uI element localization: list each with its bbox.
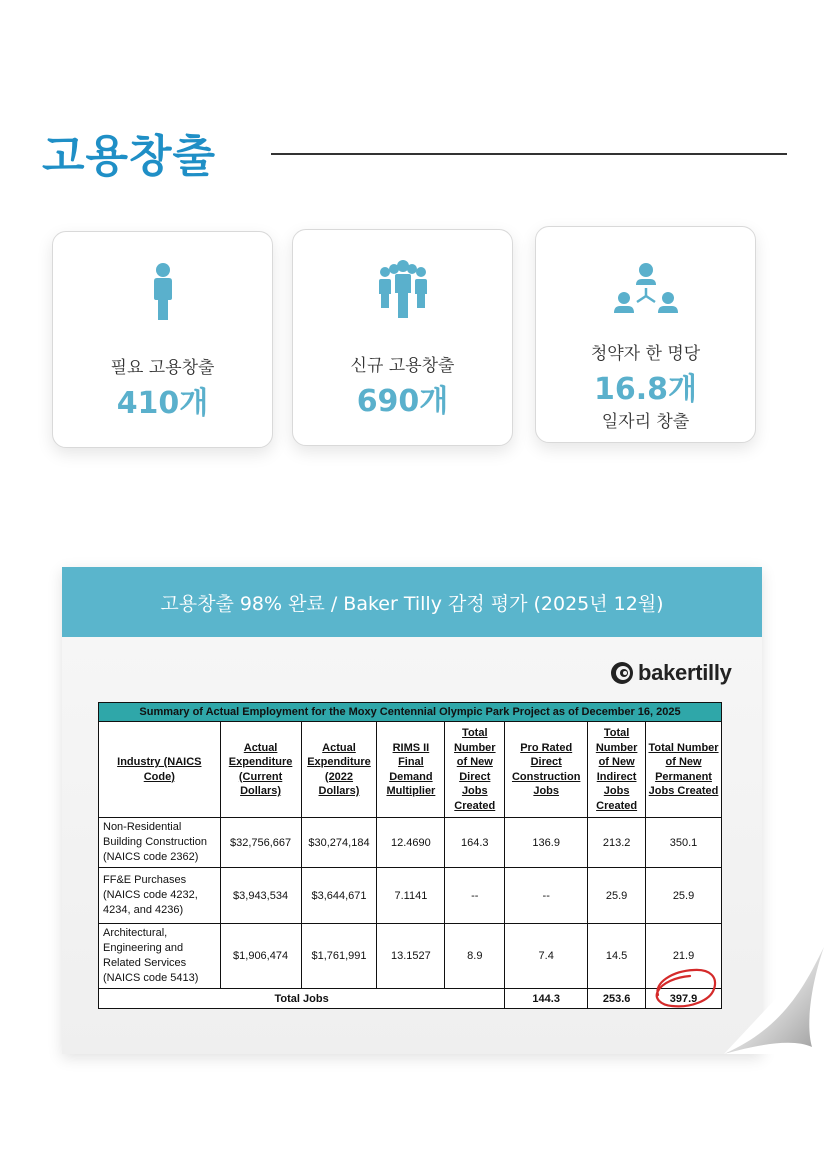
- industry-cell: FF&E Purchases (NAICS code 4232, 4234, and 4236): [99, 868, 221, 924]
- group-icon: [293, 260, 512, 320]
- indirect-jobs-cell: 25.9: [588, 868, 646, 924]
- prorated-jobs-cell: 7.4: [505, 924, 588, 989]
- 2022-dollars-cell: $1,761,991: [301, 924, 377, 989]
- column-header: Pro Rated Direct Construction Jobs: [505, 722, 588, 818]
- industry-cell: Architectural, Engineering and Related Services (NAICS code 5413): [99, 924, 221, 989]
- total-permanent-cell: 397.9: [646, 989, 722, 1009]
- indirect-jobs-cell: 213.2: [588, 818, 646, 868]
- 2022-dollars-cell: $3,644,671: [301, 868, 377, 924]
- permanent-jobs-cell: 25.9: [646, 868, 722, 924]
- stat-value: 690개: [356, 384, 449, 419]
- employment-summary-table: [98, 702, 722, 1009]
- title-divider: [271, 153, 787, 155]
- total-row: [99, 989, 722, 1009]
- table-row: [99, 868, 722, 924]
- bakertilly-logo: [610, 660, 732, 686]
- direct-jobs-cell: 8.9: [445, 924, 505, 989]
- logo-text: bakertilly: [638, 660, 732, 685]
- current-dollars-cell: $1,906,474: [220, 924, 301, 989]
- current-dollars-cell: $32,756,667: [220, 818, 301, 868]
- report-document: [62, 567, 762, 1054]
- stat-sublabel: 일자리 창출: [601, 412, 690, 432]
- total-prorated-cell: 144.3: [505, 989, 588, 1009]
- stat-card-jobs-per-investor: [535, 226, 756, 443]
- column-header: RIMS II Final Demand Multiplier: [377, 722, 445, 818]
- report-banner: [62, 567, 762, 637]
- current-dollars-cell: $3,943,534: [220, 868, 301, 924]
- stat-card-required-jobs: [52, 231, 273, 448]
- column-header: Total Number of New Permanent Jobs Created: [646, 722, 722, 818]
- table-row: [99, 924, 722, 989]
- stat-value: 410개: [116, 386, 209, 421]
- permanent-jobs-cell: 21.9: [646, 924, 722, 989]
- direct-jobs-cell: --: [445, 868, 505, 924]
- table-header-row: [99, 722, 722, 818]
- column-header: Total Number of New Indirect Jobs Created: [588, 722, 646, 818]
- stat-card-new-jobs: [292, 229, 513, 446]
- prorated-jobs-cell: --: [505, 868, 588, 924]
- page-curl: [724, 947, 824, 1054]
- column-header: Industry (NAICS Code): [99, 722, 221, 818]
- multiplier-cell: 13.1527: [377, 924, 445, 989]
- total-label: Total Jobs: [99, 989, 505, 1009]
- table-title: Summary of Actual Employment for the Moxy Centennial Olympic Park Project as of December 16, 2025: [99, 703, 722, 722]
- report-banner-text: 고용창출 98% 완료 / Baker Tilly 감정 평가 (2025년 12월): [160, 592, 664, 615]
- bakertilly-logo-icon: [610, 661, 634, 685]
- highlight-circle: [650, 965, 720, 1011]
- 2022-dollars-cell: $30,274,184: [301, 818, 377, 868]
- multiplier-cell: 7.1141: [377, 868, 445, 924]
- industry-cell: Non-Residential Building Construction (NAICS code 2362): [99, 818, 221, 868]
- column-header: Actual Expenditure (2022 Dollars): [301, 722, 377, 818]
- multiplier-cell: 12.4690: [377, 818, 445, 868]
- table-row: [99, 818, 722, 868]
- column-header: Total Number of New Direct Jobs Created: [445, 722, 505, 818]
- page-title: 고용창출: [42, 131, 217, 182]
- person-icon: [53, 262, 272, 322]
- permanent-jobs-cell: 350.1: [646, 818, 722, 868]
- prorated-jobs-cell: 136.9: [505, 818, 588, 868]
- network-icon: [536, 261, 755, 315]
- stat-label: 필요 고용창출: [110, 358, 215, 378]
- indirect-jobs-cell: 14.5: [588, 924, 646, 989]
- stat-label: 신규 고용창출: [350, 356, 455, 376]
- direct-jobs-cell: 164.3: [445, 818, 505, 868]
- stat-value: 16.8개: [594, 372, 697, 407]
- total-indirect-cell: 253.6: [588, 989, 646, 1009]
- stat-label: 청약자 한 명당: [590, 344, 701, 364]
- column-header: Actual Expenditure (Current Dollars): [220, 722, 301, 818]
